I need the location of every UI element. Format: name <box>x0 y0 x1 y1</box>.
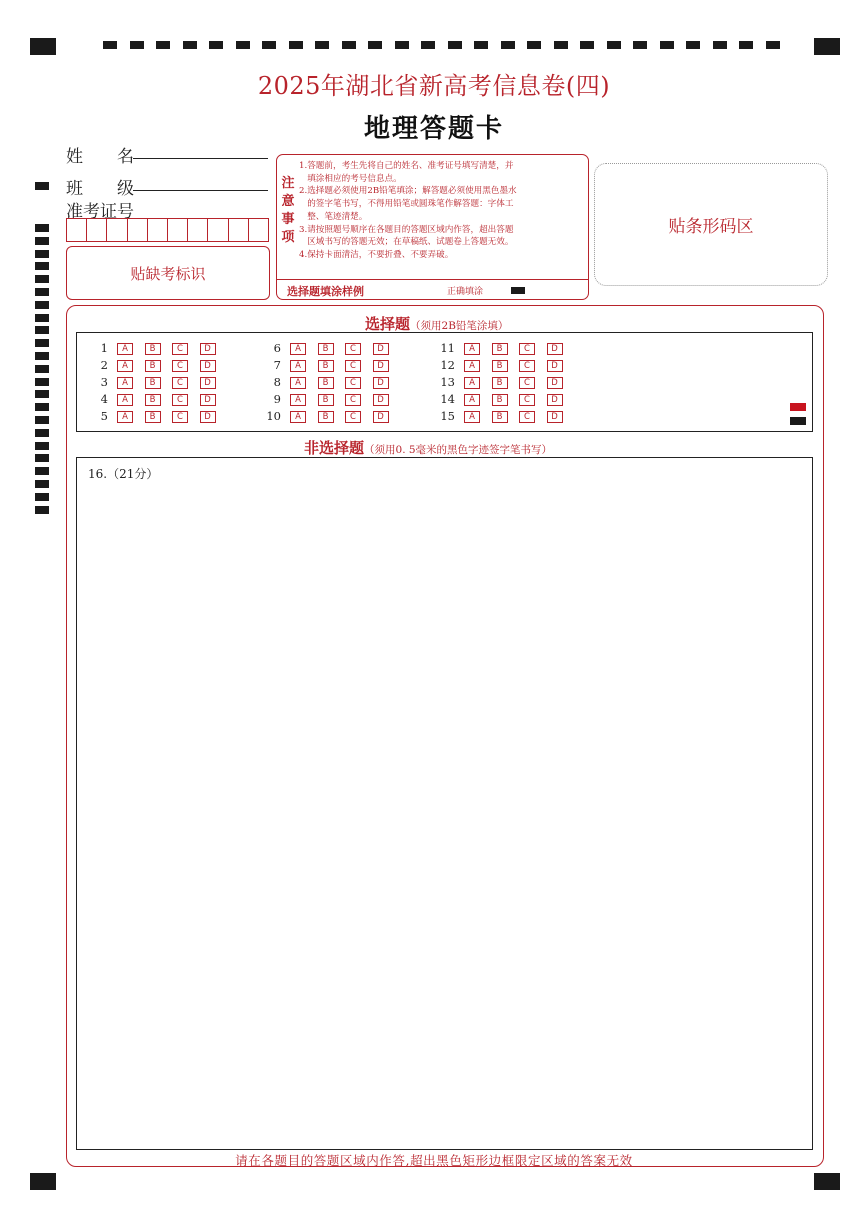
option-bubble-b[interactable]: B <box>145 394 161 406</box>
timing-mark <box>35 352 49 360</box>
option-bubble-c[interactable]: C <box>345 411 361 423</box>
option-bubble-b[interactable]: B <box>145 343 161 355</box>
notice-title-char: 意 <box>281 194 295 209</box>
question-number: 4 <box>100 392 108 406</box>
option-bubble-c[interactable]: C <box>172 411 188 423</box>
timing-dash <box>342 41 356 49</box>
timing-mark <box>35 403 49 411</box>
notice-item: 填涂相应的考号信息点。 <box>299 173 402 184</box>
timing-dash <box>766 41 780 49</box>
option-bubble-c[interactable]: C <box>172 377 188 389</box>
question-number: 15 <box>440 409 455 423</box>
notice-item: 4.保持卡面清洁，不要折叠、不要弄破。 <box>299 249 454 260</box>
timing-mark <box>35 429 49 437</box>
option-bubble-d[interactable]: D <box>200 377 216 389</box>
option-bubble-a[interactable]: A <box>290 394 306 406</box>
answer-card-title: 地理答题卡 <box>363 114 504 144</box>
timing-dash <box>209 41 223 49</box>
timing-dash <box>660 41 674 49</box>
exam-id-digit-box[interactable] <box>67 219 87 241</box>
timing-mark <box>35 182 49 190</box>
exam-id-digit-box[interactable] <box>188 219 208 241</box>
timing-dash <box>289 41 303 49</box>
option-bubble-c[interactable]: C <box>345 377 361 389</box>
timing-mark <box>35 416 49 424</box>
footer-warning: 请在各题目的答题区域内作答,超出黑色矩形边框限定区域的答案无效 <box>235 1153 633 1168</box>
option-bubble-d[interactable]: D <box>373 343 389 355</box>
timing-mark <box>35 390 49 398</box>
free-section-title: 非选择题（须用0. 5毫米的黑色字迹签字笔书写） <box>304 439 553 457</box>
timing-mark <box>35 326 49 334</box>
exam-id-digit-box[interactable] <box>148 219 168 241</box>
option-bubble-b[interactable]: B <box>318 360 334 372</box>
option-bubble-d[interactable]: D <box>373 411 389 423</box>
question-number: 7 <box>273 358 281 372</box>
notice-item: 3.请按照题号顺序在各题目的答题区域内作答，超出答题 <box>299 224 514 235</box>
choice-section-note: （须用2B铅笔涂填） <box>410 320 509 332</box>
black-calibration-mark <box>790 417 806 425</box>
timing-mark <box>35 224 49 232</box>
option-bubble-d[interactable]: D <box>200 411 216 423</box>
exam-id-digit-box[interactable] <box>87 219 107 241</box>
option-bubble-c[interactable]: C <box>172 394 188 406</box>
timing-marks-top <box>103 41 783 49</box>
timing-mark <box>35 237 49 245</box>
timing-dash <box>130 41 144 49</box>
timing-dash <box>421 41 435 49</box>
timing-dash <box>103 41 117 49</box>
registration-mark-top-right <box>814 38 840 55</box>
option-bubble-d[interactable]: D <box>200 394 216 406</box>
correct-fill-label: 正确填涂 <box>447 287 484 297</box>
timing-dash <box>315 41 329 49</box>
name-label: 姓 名 <box>66 147 134 167</box>
registration-mark-top-left <box>30 38 56 55</box>
option-bubble-d[interactable]: D <box>547 377 563 389</box>
timing-mark <box>35 365 49 373</box>
option-bubble-a[interactable]: A <box>464 394 480 406</box>
option-bubble-b[interactable]: B <box>145 360 161 372</box>
option-bubble-a[interactable]: A <box>464 360 480 372</box>
option-bubble-c[interactable]: C <box>172 360 188 372</box>
option-bubble-a[interactable]: A <box>290 377 306 389</box>
option-bubble-b[interactable]: B <box>492 411 508 423</box>
option-bubble-b[interactable]: B <box>492 377 508 389</box>
option-bubble-b[interactable]: B <box>318 377 334 389</box>
registration-mark-bottom-left <box>30 1173 56 1190</box>
option-bubble-a[interactable]: A <box>290 411 306 423</box>
timing-dash <box>236 41 250 49</box>
option-bubble-b[interactable]: B <box>492 343 508 355</box>
option-bubble-d[interactable]: D <box>547 360 563 372</box>
fill-sample-label: 选择题填涂样例 <box>287 285 364 298</box>
timing-mark <box>35 275 49 283</box>
option-bubble-d[interactable]: D <box>373 377 389 389</box>
exam-id-digit-box[interactable] <box>249 219 268 241</box>
notice-title-char: 注 <box>281 176 295 191</box>
exam-id-digit-box[interactable] <box>107 219 127 241</box>
timing-dash <box>633 41 647 49</box>
exam-id-digit-box[interactable] <box>229 219 249 241</box>
question-number: 11 <box>440 341 455 355</box>
option-bubble-a[interactable]: A <box>117 394 133 406</box>
option-bubble-a[interactable]: A <box>464 411 480 423</box>
timing-mark <box>35 288 49 296</box>
option-bubble-c[interactable]: C <box>519 343 535 355</box>
notice-title-char: 事 <box>281 212 295 227</box>
option-bubble-a[interactable]: A <box>464 343 480 355</box>
free-section-note: （须用0. 5毫米的黑色字迹签字笔书写） <box>364 444 553 456</box>
registration-mark-bottom-right <box>814 1173 840 1190</box>
question-number: 5 <box>100 409 108 423</box>
timing-mark <box>35 262 49 270</box>
timing-mark <box>35 250 49 258</box>
barcode-area: 贴条形码区 <box>594 163 828 286</box>
class-field[interactable] <box>133 190 268 191</box>
exam-title: 2025年湖北省新高考信息卷(四) <box>257 72 611 100</box>
exam-id-digit-box[interactable] <box>128 219 148 241</box>
notice-item: 2.选择题必须使用2B铅笔填涂；解答题必须使用黑色墨水 <box>299 186 517 197</box>
notice-item: 整、笔迹清楚。 <box>299 211 368 222</box>
correct-fill-sample <box>511 287 525 294</box>
timing-dash <box>554 41 568 49</box>
question-number: 9 <box>273 392 281 406</box>
option-bubble-b[interactable]: B <box>492 360 508 372</box>
option-bubble-c[interactable]: C <box>519 377 535 389</box>
timing-dash <box>156 41 170 49</box>
timing-mark <box>35 480 49 488</box>
notice-item: 区域书写的答题无效；在草稿纸、试题卷上答题无效。 <box>299 237 514 248</box>
option-bubble-b[interactable]: B <box>318 411 334 423</box>
option-bubble-c[interactable]: C <box>345 360 361 372</box>
option-bubble-b[interactable]: B <box>318 394 334 406</box>
timing-mark <box>35 339 49 347</box>
option-bubble-b[interactable]: B <box>145 377 161 389</box>
timing-dash <box>395 41 409 49</box>
timing-dash <box>262 41 276 49</box>
timing-dash <box>713 41 727 49</box>
option-bubble-b[interactable]: B <box>145 411 161 423</box>
option-bubble-c[interactable]: C <box>519 411 535 423</box>
notice-divider <box>277 279 588 280</box>
timing-mark <box>35 506 49 514</box>
exam-id-label: 准考证号 <box>66 202 134 222</box>
option-bubble-d[interactable]: D <box>373 360 389 372</box>
notice-title-char: 项 <box>281 230 295 245</box>
option-bubble-d[interactable]: D <box>200 360 216 372</box>
notice-title <box>277 175 299 247</box>
exam-id-digit-box[interactable] <box>208 219 228 241</box>
option-bubble-a[interactable]: A <box>464 377 480 389</box>
option-bubble-d[interactable]: D <box>547 394 563 406</box>
exam-id-digit-box[interactable] <box>168 219 188 241</box>
timing-mark <box>35 301 49 309</box>
question-number: 13 <box>440 375 455 389</box>
absent-sticker-area: 贴缺考标识 <box>66 246 270 300</box>
option-bubble-d[interactable]: D <box>373 394 389 406</box>
notice-item: 的签字笔书写，不得用铅笔或圆珠笔作解答题：字体工 <box>299 199 514 210</box>
question-16-label: 16.（21分） <box>88 467 159 481</box>
option-bubble-a[interactable]: A <box>117 343 133 355</box>
timing-mark <box>35 493 49 501</box>
name-field[interactable] <box>133 158 268 159</box>
option-bubble-a[interactable]: A <box>117 377 133 389</box>
notice-box <box>276 154 589 300</box>
timing-mark <box>35 442 49 450</box>
option-bubble-c[interactable]: C <box>345 343 361 355</box>
timing-mark <box>35 467 49 475</box>
option-bubble-c[interactable]: C <box>345 394 361 406</box>
class-label: 班 级 <box>66 179 134 199</box>
question-number: 14 <box>440 392 455 406</box>
red-calibration-mark <box>790 403 806 411</box>
question-number: 10 <box>266 409 281 423</box>
notice-item: 1.答题前，考生先将自己的姓名、准考证号填写清楚，并 <box>299 161 514 171</box>
question-number: 3 <box>100 375 108 389</box>
option-bubble-c[interactable]: C <box>172 343 188 355</box>
timing-dash <box>527 41 541 49</box>
timing-dash <box>686 41 700 49</box>
question-number: 12 <box>440 358 455 372</box>
option-bubble-a[interactable]: A <box>117 360 133 372</box>
option-bubble-d[interactable]: D <box>547 411 563 423</box>
timing-mark <box>35 454 49 462</box>
notice-items <box>299 160 583 262</box>
timing-dash <box>580 41 594 49</box>
question-number: 8 <box>273 375 281 389</box>
option-bubble-a[interactable]: A <box>117 411 133 423</box>
question-number: 6 <box>273 341 281 355</box>
option-bubble-b[interactable]: B <box>492 394 508 406</box>
timing-dash <box>501 41 515 49</box>
option-bubble-c[interactable]: C <box>519 394 535 406</box>
timing-mark <box>35 378 49 386</box>
option-bubble-a[interactable]: A <box>290 360 306 372</box>
option-bubble-d[interactable]: D <box>547 343 563 355</box>
option-bubble-a[interactable]: A <box>290 343 306 355</box>
timing-dash <box>739 41 753 49</box>
option-bubble-b[interactable]: B <box>318 343 334 355</box>
timing-dash <box>448 41 462 49</box>
question-number: 1 <box>100 341 108 355</box>
question-number: 2 <box>100 358 108 372</box>
exam-id-boxes[interactable] <box>66 218 269 242</box>
timing-mark <box>35 314 49 322</box>
timing-dash <box>607 41 621 49</box>
option-bubble-c[interactable]: C <box>519 360 535 372</box>
timing-dash <box>183 41 197 49</box>
choice-section-title: 选择题（须用2B铅笔涂填） <box>365 315 509 333</box>
timing-dash <box>368 41 382 49</box>
timing-dash <box>474 41 488 49</box>
free-answer-area[interactable] <box>76 457 813 1150</box>
option-bubble-d[interactable]: D <box>200 343 216 355</box>
